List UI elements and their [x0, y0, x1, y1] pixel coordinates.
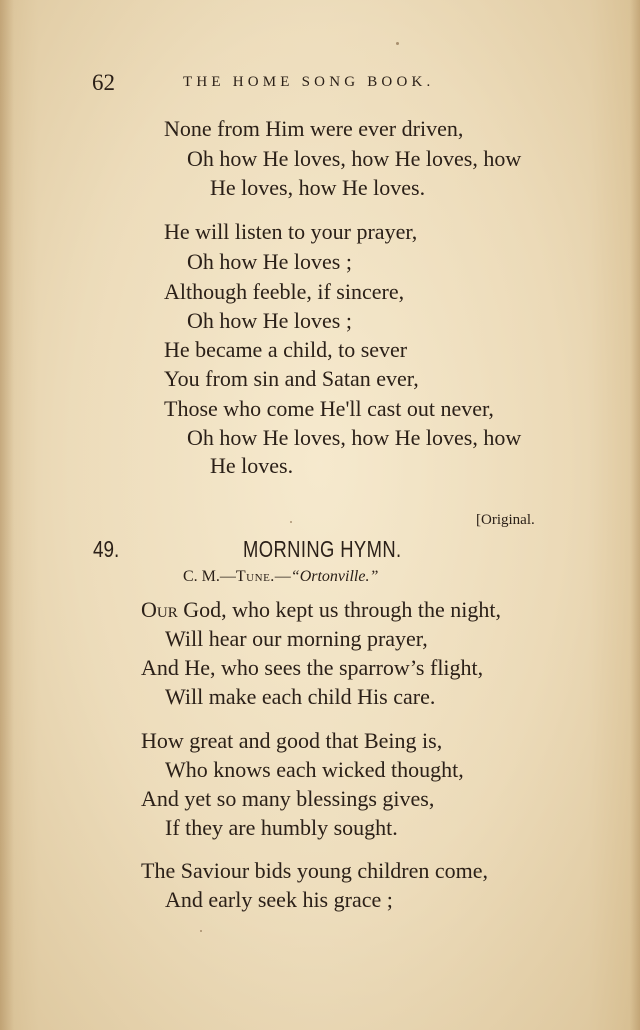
verse-line: You from sin and Satan ever,	[164, 366, 419, 391]
drop-cap-word: Our	[141, 597, 178, 622]
verse-line: Will hear our morning prayer,	[165, 626, 428, 651]
running-head: THE HOME SONG BOOK.	[183, 74, 435, 90]
paper-speck	[396, 42, 399, 45]
verse-line: Oh how He loves, how He loves, how	[187, 146, 522, 171]
verse-line: Although feeble, if sincere,	[164, 279, 405, 304]
verse-line: He loves.	[210, 453, 294, 478]
verse-line: And He, who sees the sparrow’s flight,	[141, 655, 484, 680]
verse-line: Those who come He'll cast out never,	[164, 396, 494, 421]
page-number: 62	[92, 70, 115, 95]
hymn-number: 49.	[93, 536, 120, 562]
verse-line: He loves, how He loves.	[210, 175, 426, 200]
verse-line: Will make each child His care.	[165, 684, 436, 709]
meter: C. M.—	[183, 568, 236, 585]
verse-line: None from Him were ever driven,	[164, 116, 464, 141]
verse-line: He became a child, to sever	[164, 337, 408, 362]
verse-line: Oh how He loves ;	[187, 249, 352, 274]
tune-name: “Ortonville.”	[290, 568, 379, 585]
verse-line: If they are humbly sought.	[165, 815, 398, 840]
hymn-title: MORNING HYMN.	[243, 536, 402, 562]
verse-line: And yet so many blessings gives,	[141, 786, 435, 811]
verse-line	[141, 597, 501, 623]
meter-and-tune	[183, 568, 378, 586]
verse-line-text: God, who kept us through the night,	[177, 597, 501, 622]
tune-dash: —	[274, 568, 291, 585]
paper-speck	[290, 521, 292, 523]
verse-line: And early seek his grace ;	[165, 887, 393, 912]
attribution-note: [Original.	[476, 512, 535, 528]
verse-line: He will listen to your prayer,	[164, 219, 418, 244]
paper-speck	[200, 930, 202, 932]
verse-line: Oh how He loves ;	[187, 308, 352, 333]
verse-line: Oh how He loves, how He loves, how	[187, 425, 522, 450]
tune-label: Tune.	[235, 568, 275, 585]
verse-line: How great and good that Being is,	[141, 728, 443, 753]
verse-line: Who knows each wicked thought,	[165, 757, 464, 782]
verse-line: The Saviour bids young children come,	[141, 858, 489, 883]
